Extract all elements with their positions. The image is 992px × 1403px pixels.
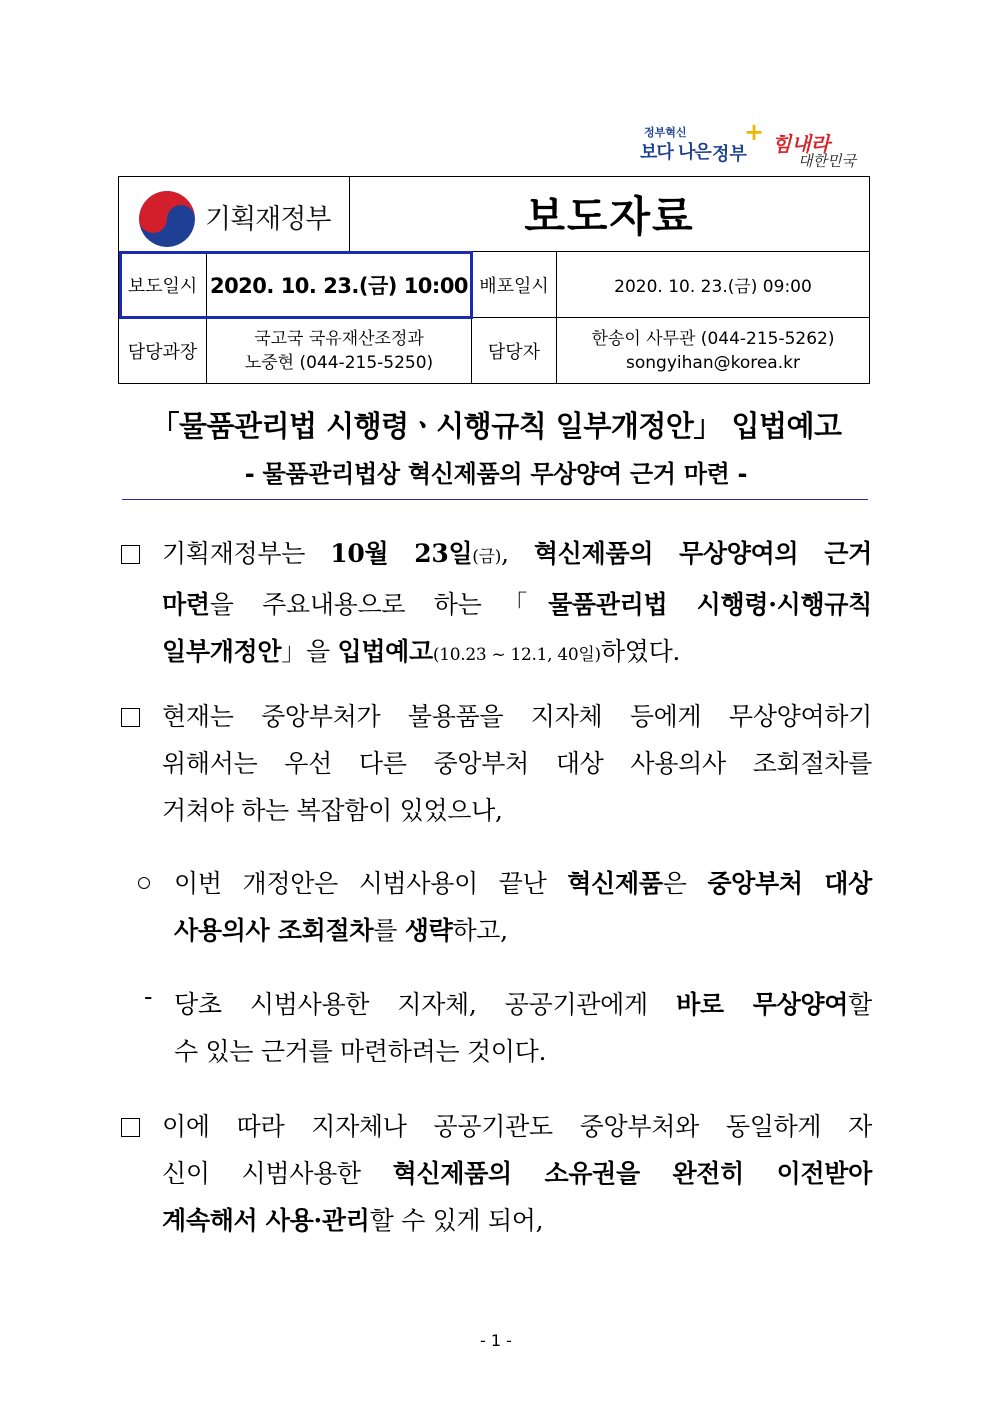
circle-bullet-icon [138, 877, 150, 889]
ministry-name: 기획재정부 [205, 204, 331, 235]
contact-line1: 한송이 사무관 (044-215-5262) [591, 329, 835, 349]
headline: 「물품관리법 시행령ㆍ시행규칙 일부개정안」 입법예고 [150, 409, 842, 443]
release-highlight-box [119, 251, 473, 319]
checkbox-bullet-icon [121, 1118, 140, 1137]
release-datetime: 2020. 10. 23.(금) 10:00 [209, 273, 469, 298]
plus-icon: + [744, 118, 765, 146]
dept-line2: 노중현 (044-215-5250) [244, 353, 434, 373]
contact-label: 담당자 [487, 342, 541, 363]
dept-contact [207, 318, 471, 384]
paragraph-2: 현재는 중앙부처가 불용품을 지자체 등에게 무상양여하기 위해서는 우선 다른 중앙부처 대상 사용의사 조회절차를 거쳐야 하는 복잡함이 있었으나, [162, 702, 872, 825]
checkbox-bullet-icon [121, 708, 140, 727]
headline-divider [122, 499, 868, 500]
slogan-line2: 대한민국 [798, 152, 856, 170]
press-header-table [118, 176, 870, 384]
doc-type-title: 보도자료 [524, 192, 695, 241]
slogan-line1: 힘내라 [772, 132, 830, 156]
contact-person [557, 318, 869, 384]
logo-line1: 정부혁신 [644, 126, 687, 139]
government-innovation-logo [640, 118, 875, 180]
taegeuk-emblem-icon [139, 191, 195, 247]
dash-bullet: - [144, 982, 153, 1011]
checkbox-bullet-icon [121, 545, 140, 564]
contact-email[interactable]: songyihan@korea.kr [626, 353, 800, 373]
dept-label: 담당과장 [127, 342, 198, 363]
dept-line1: 국고국 국유재산조정과 [254, 329, 424, 349]
logo-jeongbu: 정부 [712, 144, 747, 165]
subheadline: - 물품관리법상 혁신제품의 무상양여 근거 마련 - [244, 460, 748, 488]
paragraph-4: 당초 시범사용한 지자체, 공공기관에게 바로 무상양여할 수 있는 근거를 마련하려는 것이다. [174, 990, 872, 1066]
distribute-datetime: 2020. 10. 23.(금) 09:00 [614, 277, 812, 297]
distribute-label: 배포일시 [479, 275, 549, 297]
paragraph-5: 이에 따라 지자체나 공공기관도 중앙부처와 동일하게 자 신이 시범사용한 혁신제품의 소유권을 완전히 이전받아 계속해서 사용·관리할 수 있게 되어, [162, 1112, 872, 1235]
release-label: 보도일시 [127, 275, 198, 297]
paragraph-3: 이번 개정안은 시범사용이 끝난 혁신제품은 중앙부처 대상 사용의사 조회절차를 생략하고, [174, 869, 872, 945]
paragraph-1: 기획재정부는 10월 23일(금), 혁신제품의 무상양여의 근거 마련을 주요내용으로 하는「물품관리법 시행령·시행규칙 일부개정안」을 입법예고(10.23 ~ 12.1, 40일)하였다. [162, 539, 872, 666]
page-number: - 1 - [480, 1331, 512, 1350]
logo-line2: 보다 나은 [640, 142, 711, 163]
